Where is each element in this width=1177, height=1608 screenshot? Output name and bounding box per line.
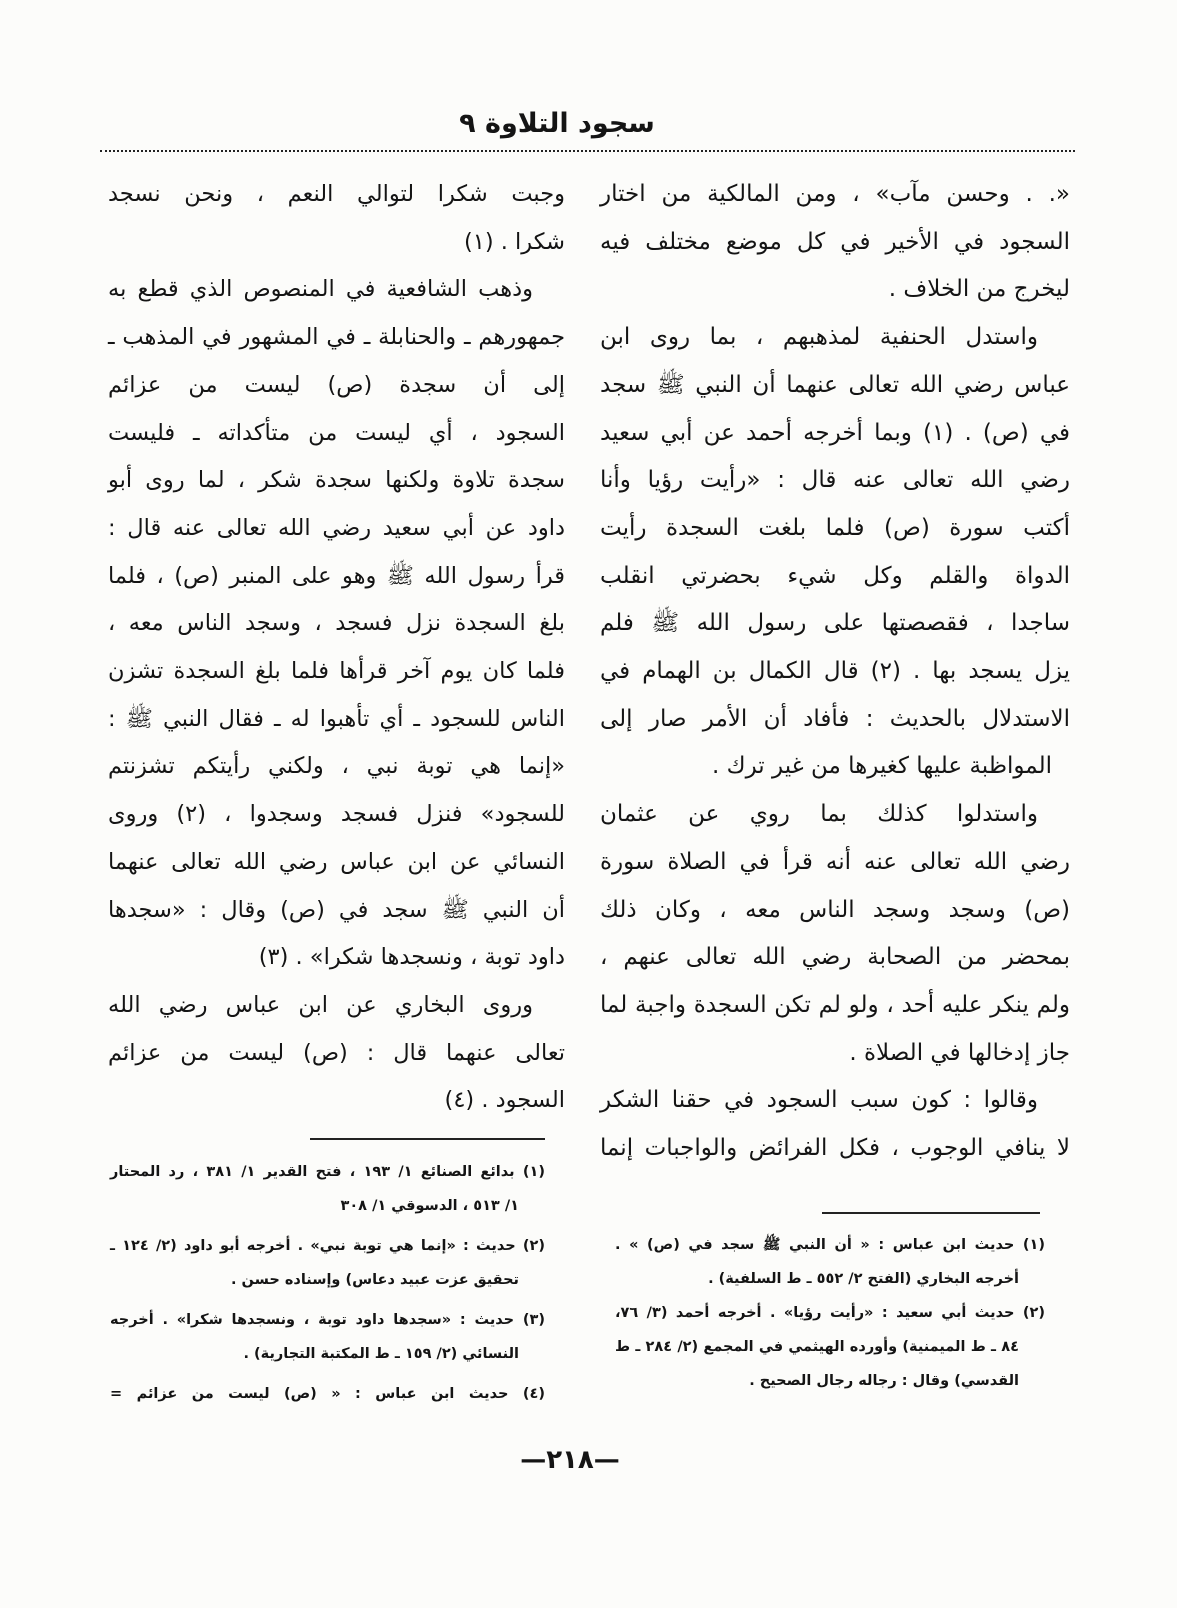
left-column-line: وذهب الشافعية في المنصوص الذي قطع به <box>108 276 533 303</box>
footnote-line: أخرجه البخاري (الفتح ٢/ ٥٥٢ ـ ط السلفية) . <box>708 1271 1019 1287</box>
left-column-line: فلما كان يوم آخر قرأها فلما بلغ السجدة تشزن <box>108 658 565 685</box>
footnote-line: القدسي) وقال : رجاله رجال الصحيح . <box>749 1373 1019 1389</box>
right-column-line: واستدلوا كذلك بما روي عن عثمان <box>600 801 1038 828</box>
left-column-line: إلى أن سجدة (ص) ليست من عزائم <box>108 371 565 398</box>
right-column-line: لا ينافي الوجوب ، فكل الفرائض والواجبات إنما <box>600 1135 1070 1162</box>
left-column-line: داود توبة ، ونسجدها شكرا» . (٣) <box>258 944 565 971</box>
footnote-line: ١/ ٥١٣ ، الدسوقي ١/ ٣٠٨ <box>340 1198 519 1214</box>
page-number-dash: — <box>593 1445 620 1475</box>
header-dotted-rule <box>100 150 1075 152</box>
left-column-line: جمهورهم ـ والحنابلة ـ في المشهور في المذهب ـ <box>108 324 565 351</box>
footnote-line: (١) حديث ابن عباس : « أن النبي ﷺ سجد في (ص) » . <box>615 1237 1045 1253</box>
footnote-line: (٣) حديث : «سجدها داود توبة ، ونسجدها شكرا» . أخرجه <box>110 1312 545 1328</box>
left-column-line: السجود ، أي ليست من متأكداته ـ فليست <box>108 419 565 446</box>
left-column-line: وروى البخاري عن ابن عباس رضي الله <box>108 991 533 1018</box>
right-column-line: الاستدلال بالحديث : فأفاد أن الأمر صار إلى <box>600 705 1070 732</box>
right-column-line: جاز إدخالها في الصلاة . <box>849 1039 1070 1066</box>
right-column-line: في (ص) . (١) وبما أخرجه أحمد عن أبي سعيد <box>600 419 1070 446</box>
right-column-line: وقالوا : كون سبب السجود في حقنا الشكر <box>600 1087 1038 1114</box>
left-column-line: سجدة تلاوة ولكنها سجدة شكر ، لما روى أبو <box>108 467 565 494</box>
right-footnote-rule <box>822 1212 1040 1214</box>
right-column-line: ولم ينكر عليه أحد ، ولو لم تكن السجدة واجبة لما <box>600 991 1070 1018</box>
page-number-dash: — <box>520 1445 547 1475</box>
right-column-line: بمحضر من الصحابة رضي الله تعالى عنهم ، <box>600 944 1070 971</box>
right-column-line: المواظبة عليها كغيرها من غير ترك . <box>712 753 1052 780</box>
right-column-line: ليخرج من الخلاف . <box>888 276 1070 303</box>
left-column-line: «إنما هي توبة نبي ، ولكني رأيتكم تشزنتم <box>108 753 565 780</box>
footnote-line: ٨٤ ـ ط الميمنية) وأورده الهيثمي في المجمع (٢/ ٢٨٤ ـ ط <box>615 1339 1019 1355</box>
left-column-line: شكرا . (١) <box>463 228 565 255</box>
left-column-line: النسائي عن ابن عباس رضي الله تعالى عنهما <box>108 848 565 875</box>
right-column-line: السجود في الأخير في كل موضع مختلف فيه <box>600 228 1070 255</box>
footnote-line: تحقيق عزت عبيد دعاس) وإسناده حسن . <box>230 1272 519 1288</box>
left-column-line: الناس للسجود ـ أي تأهبوا له ـ فقال النبي ﷺ : <box>108 705 565 732</box>
right-column-line: ساجدا ، فقصصتها على رسول الله ﷺ فلم <box>600 610 1070 637</box>
footnote-line: النسائي (٢/ ١٥٩ ـ ط المكتبة التجارية) . <box>243 1346 519 1362</box>
left-column-line: بلغ السجدة نزل فسجد ، وسجد الناس معه ، <box>108 610 565 637</box>
right-column-line: رضي الله تعالى عنه أنه قرأ في الصلاة سورة <box>600 848 1070 875</box>
left-column-line: للسجود» فنزل فسجد وسجدوا ، (٢) وروى <box>108 801 565 828</box>
right-column-line: (ص) وسجد وسجد الناس معه ، وكان ذلك <box>600 896 1070 923</box>
right-footnotes <box>615 1228 1045 1398</box>
footnote-line: (١) بدائع الصنائع ١/ ١٩٣ ، فتح القدير ١/ ٣٨١ ، رد المحتار <box>110 1164 545 1180</box>
right-column-line: واستدل الحنفية لمذهبهم ، بما روى ابن <box>600 324 1038 351</box>
left-column-line: تعالى عنهما قال : (ص) ليست من عزائم <box>108 1039 565 1066</box>
footnote-line: (٤) حديث ابن عباس : « (ص) ليست من عزائم = <box>110 1386 545 1402</box>
right-column-line: رضي الله تعالى عنه قال : «رأيت رؤيا وأنا <box>600 467 1070 494</box>
running-title: سجود التلاوة ٩ <box>459 108 655 139</box>
right-column-line: عباس رضي الله تعالى عنهما أن النبي ﷺ سجد <box>600 371 1070 398</box>
left-column <box>108 171 565 1125</box>
right-column-line: يزل يسجد بها . (٢) قال الكمال بن الهمام في <box>600 658 1070 685</box>
right-column-line: الدواة والقلم وكل شيء بحضرتي انقلب <box>600 562 1070 589</box>
left-footnotes <box>110 1155 545 1411</box>
left-column-line: السجود . (٤) <box>444 1087 565 1114</box>
left-column-line: أن النبي ﷺ سجد في (ص) وقال : «سجدها <box>108 896 565 923</box>
footnote-line: (٢) حديث أبي سعيد : «رأيت رؤيا» . أخرجه أحمد (٣/ ٧٦، <box>615 1305 1045 1321</box>
left-column-line: قرأ رسول الله ﷺ وهو على المنبر (ص) ، فلما <box>108 562 565 589</box>
page-number-block <box>470 1440 670 1480</box>
right-column-line: أكتب سورة (ص) فلما بلغت السجدة رأيت <box>600 514 1070 541</box>
right-column-line: «. . وحسن مآب» ، ومن المالكية من اختار <box>600 181 1070 207</box>
footnote-line: (٢) حديث : «إنما هي توبة نبي» . أخرجه أبو داود (٢/ ١٢٤ ـ <box>110 1238 545 1254</box>
left-footnote-rule <box>310 1138 545 1140</box>
right-column <box>600 171 1070 1173</box>
left-column-line: وجبت شكرا لتوالي النعم ، ونحن نسجد <box>108 181 565 207</box>
page-number: ٢١٨ <box>546 1445 594 1475</box>
left-column-line: داود عن أبي سعيد رضي الله تعالى عنه قال : <box>108 514 565 541</box>
